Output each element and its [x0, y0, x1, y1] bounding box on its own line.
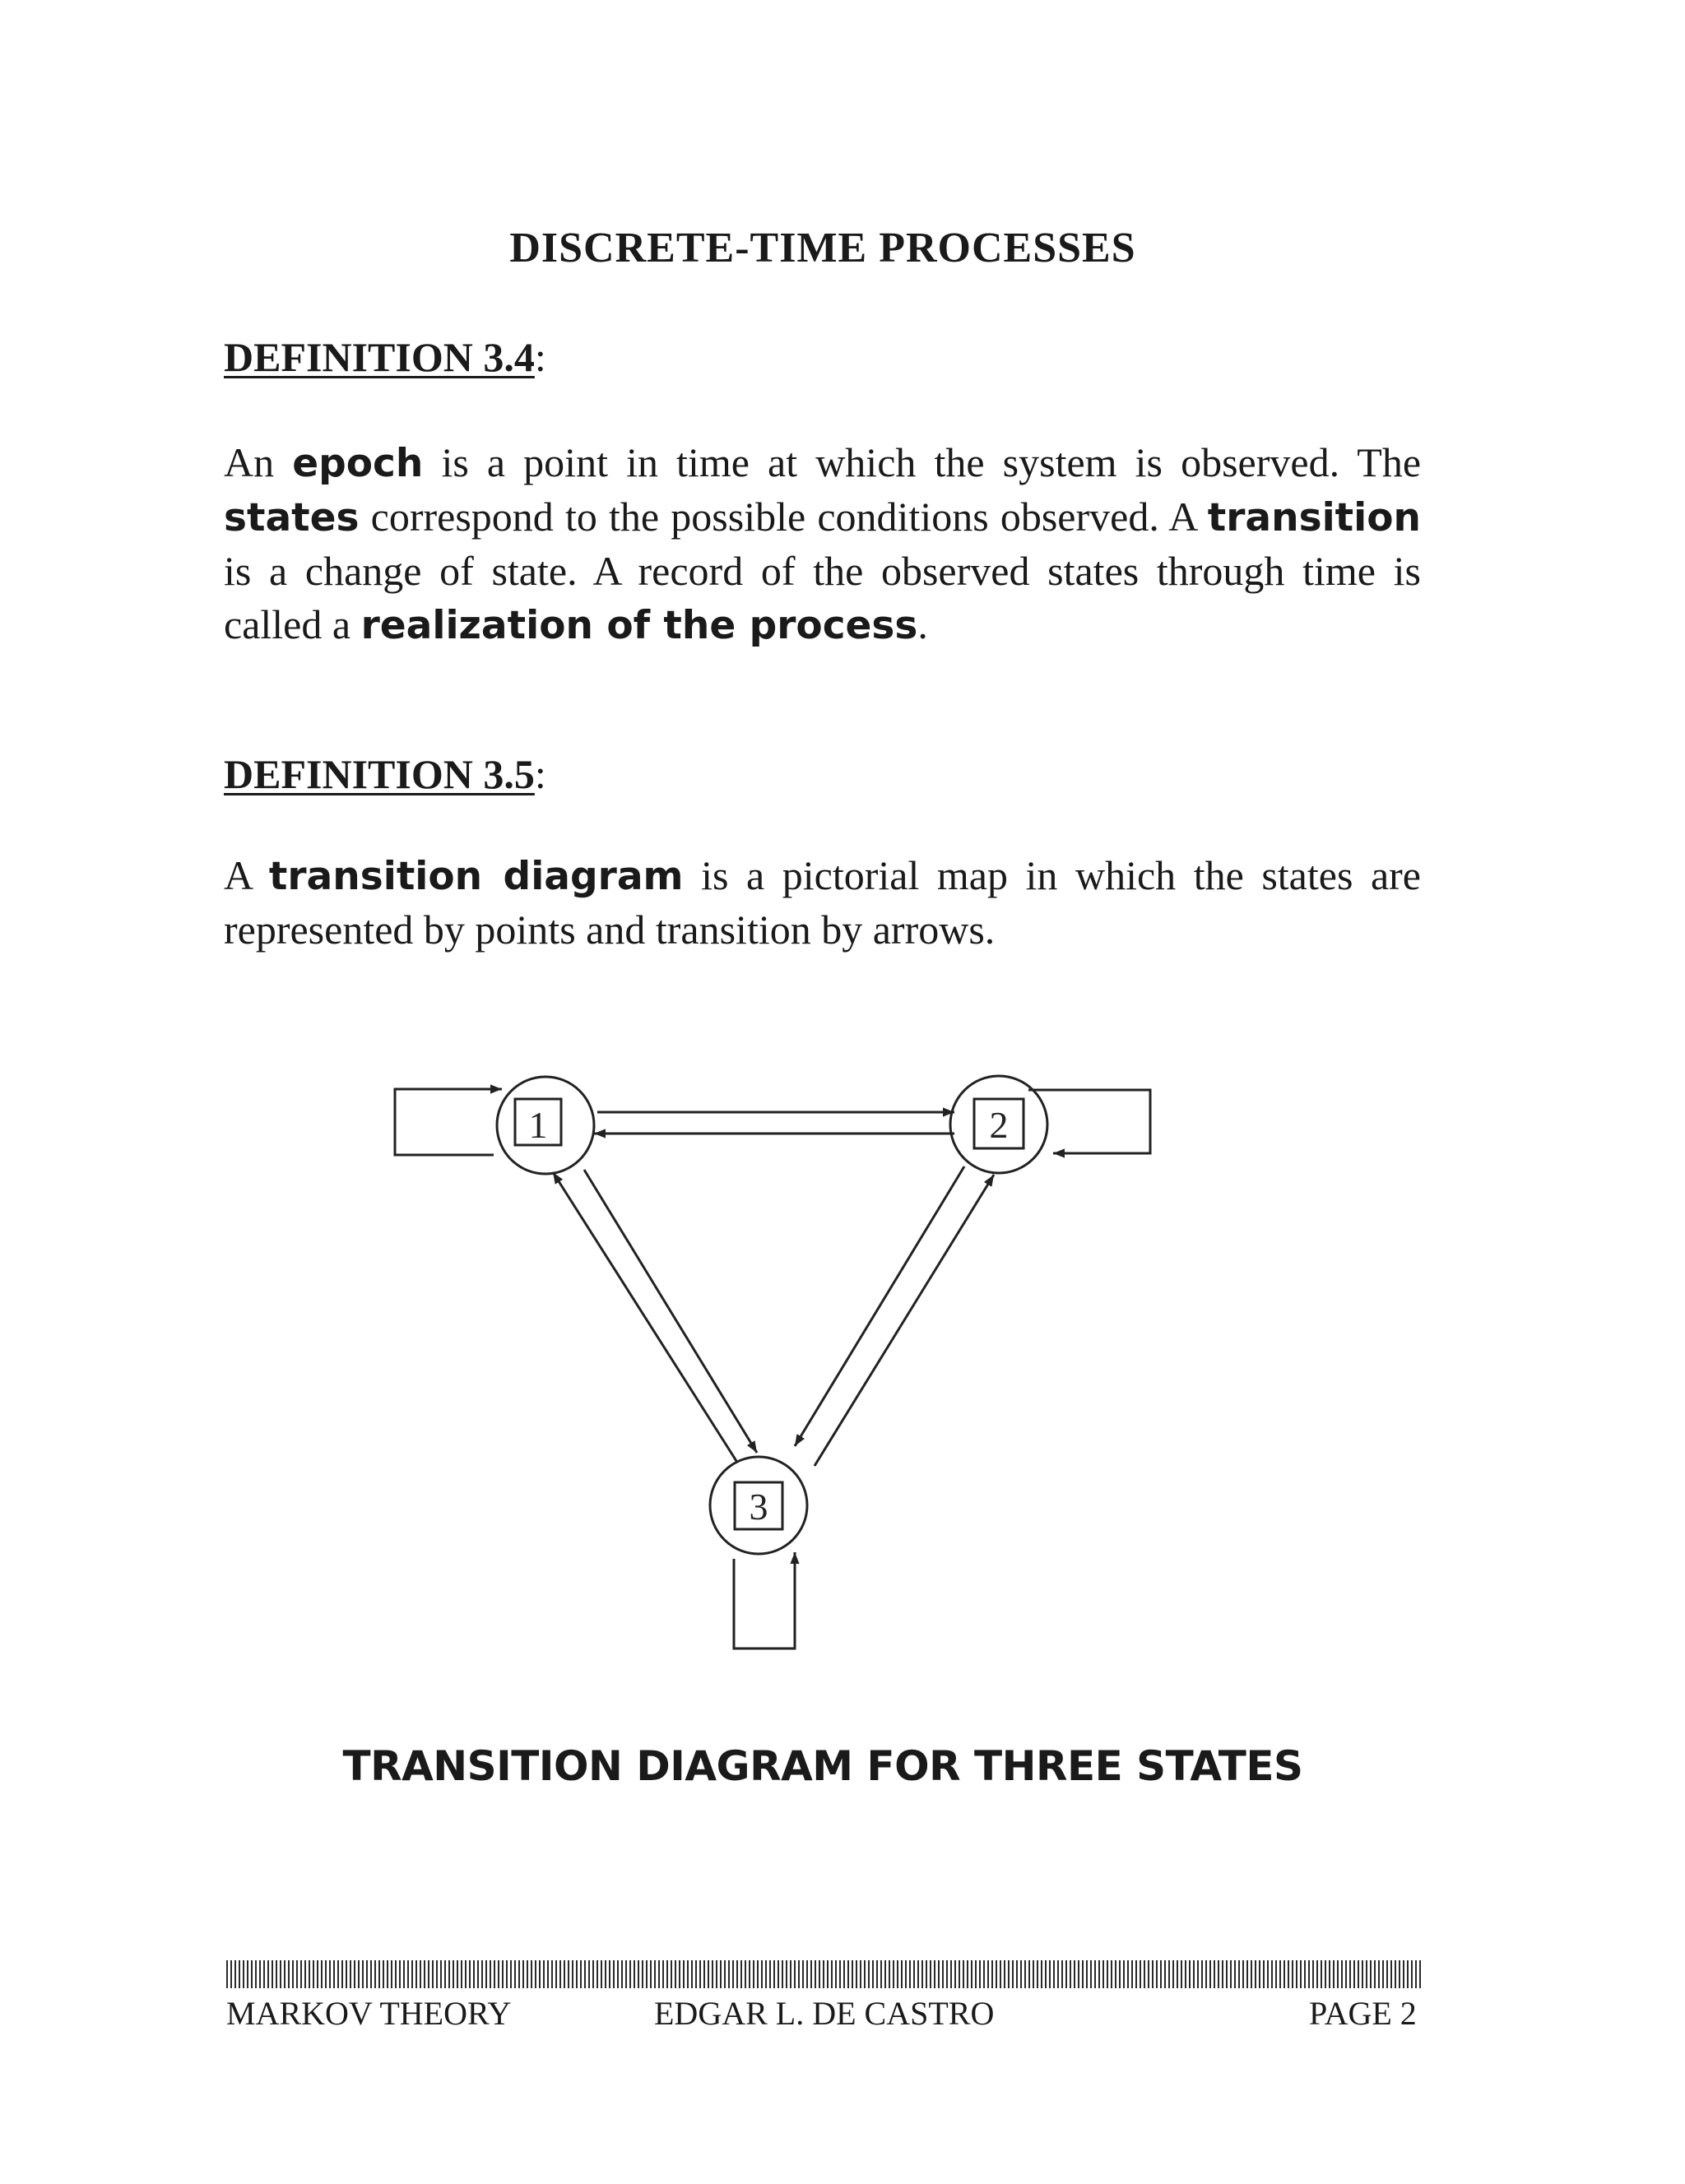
state-label-1: 1 — [528, 1104, 548, 1146]
arrow-2-to-3 — [795, 1166, 964, 1446]
keyword-realization: realization of the process — [360, 603, 918, 648]
self-loop-3 — [734, 1552, 795, 1648]
state-label-2: 2 — [989, 1104, 1009, 1146]
text-run: A — [224, 852, 269, 898]
arrow-3-to-2 — [815, 1175, 994, 1466]
definition-3-5-label: DEFINITION 3.5 — [224, 751, 535, 797]
footer-left: MARKOV THEORY — [226, 1995, 512, 2032]
state-node-1 — [497, 1077, 594, 1174]
definition-3-4-label: DEFINITION 3.4 — [224, 334, 535, 380]
self-loop-1 — [395, 1089, 502, 1155]
keyword-epoch: epoch — [292, 441, 424, 486]
definition-3-5-colon: : — [534, 751, 546, 797]
text-run: is a change of state. A record of the observed states through time is called a — [224, 548, 1421, 647]
footer-right: PAGE 2 — [1309, 1995, 1417, 2032]
keyword-transition: transition — [1207, 495, 1421, 540]
arrow-1-to-3 — [584, 1170, 757, 1453]
text-run: An — [224, 439, 293, 485]
text-run: is a point in time at which the system is observed. The — [423, 439, 1422, 485]
arrow-3-to-1 — [553, 1172, 736, 1461]
state-label-3: 3 — [749, 1486, 768, 1528]
text-run: . — [917, 601, 928, 647]
text-run: correspond to the possible conditions observed. A — [359, 494, 1208, 540]
diagram-caption: TRANSITION DIAGRAM FOR THREE STATES — [342, 1742, 1303, 1790]
page-title: DISCRETE-TIME PROCESSES — [509, 225, 1136, 271]
definition-3-4-colon: : — [534, 334, 546, 380]
keyword-states: states — [224, 495, 360, 540]
footer-rule — [226, 1960, 1423, 1988]
footer-center: EDGAR L. DE CASTRO — [654, 1995, 995, 2032]
state-node-3 — [710, 1457, 807, 1554]
keyword-transition-diagram: transition diagram — [268, 854, 684, 899]
text-run: is a pictorial map in which the states are represented by points and transition by arrows. — [224, 852, 1421, 953]
